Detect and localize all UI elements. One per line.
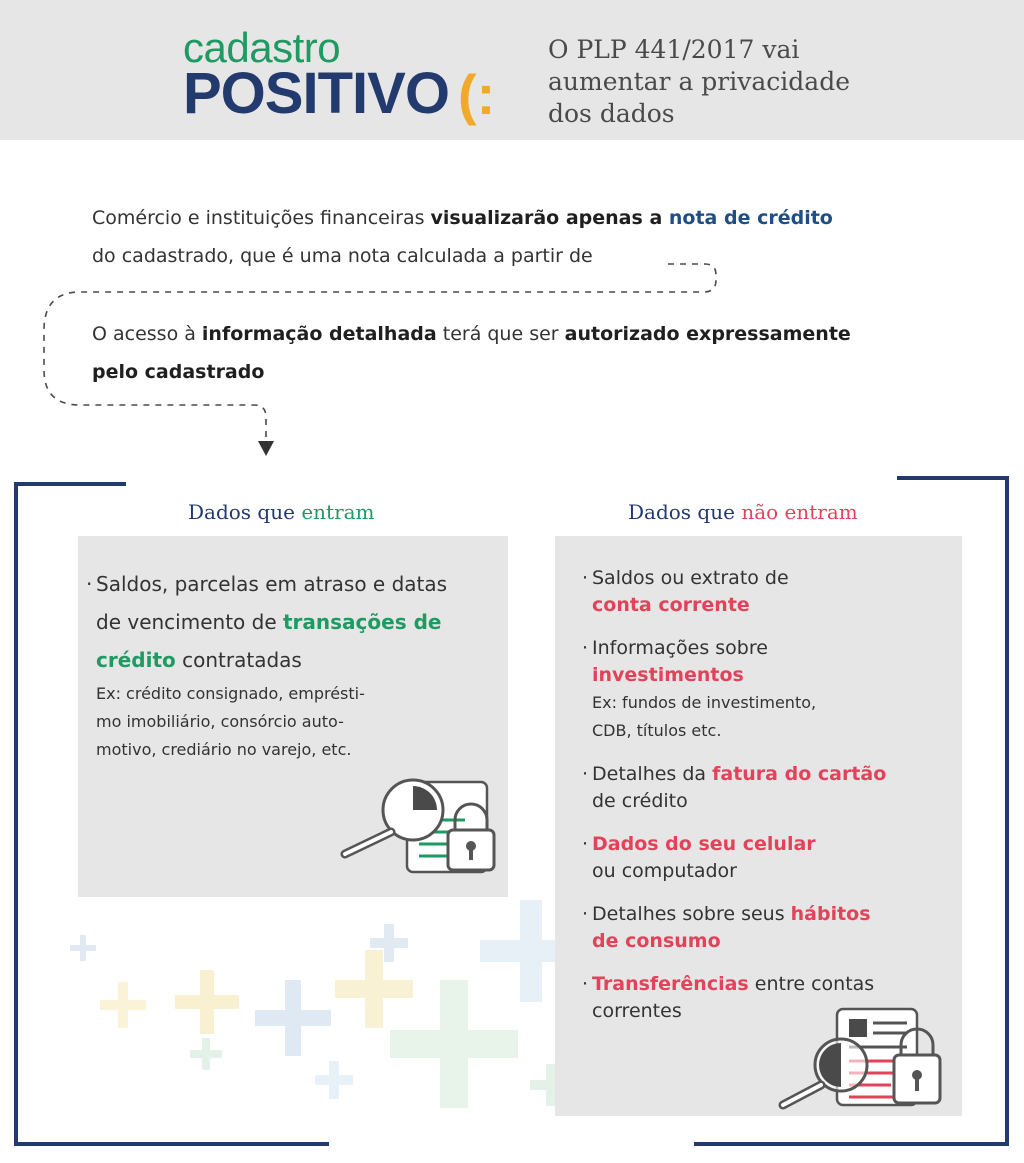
intro-text: terá que ser [436,323,565,345]
left-item-text: contratadas [175,648,302,672]
intro-text: O acesso à [92,323,202,345]
intro-line-4: pelo cadastrado [92,361,265,383]
right-column-title [628,500,858,524]
title-text: Dados que [188,500,302,524]
right-example-line: Ex: fundos de investimento, [592,693,817,712]
left-item [86,565,496,679]
nota-de-credito-highlight: nota de crédito [668,207,833,229]
example-line: Ex: crédito consignado, emprésti- [96,684,365,703]
frame-bottom-left [14,1142,329,1146]
left-item-line: Saldos, parcelas em atraso e datas [96,572,448,596]
right-item-2 [582,635,952,745]
logo-smile-icon: (: [458,63,496,126]
frame-top-left [14,482,126,486]
example-line: motivo, crediário no varejo, etc. [96,740,352,759]
magnifier-lock-document-icon [775,1005,945,1115]
intro-bold: a [649,207,669,229]
bullet: · [582,567,589,589]
right-item-text: Informações sobre [592,637,768,659]
logo-cadastro-text: cadastro [183,24,341,71]
left-item-highlight: crédito [96,648,176,672]
left-column-title [188,500,375,524]
intro-bold: visualizarão apenas [430,207,650,229]
right-item-highlight: de consumo [592,930,721,952]
bullet: · [582,903,589,925]
right-item-highlight: fatura do cartão [712,763,887,785]
right-item-text: ou computador [592,860,737,882]
right-item-text: correntes [592,1000,682,1022]
right-item-text: Detalhes sobre seus [592,903,791,925]
right-item-3 [582,761,952,815]
frame-bottom-right [694,1142,1009,1146]
example-line: mo imobiliário, consórcio auto- [96,712,344,731]
right-item-4 [582,831,952,885]
right-item-text: entre contas [748,973,875,995]
right-item-1 [582,565,952,619]
magnifier-lock-document-icon [335,770,505,880]
bullet: · [86,572,93,596]
right-example-line: CDB, títulos etc. [592,721,722,740]
right-item-highlight: Dados do seu celular [592,833,816,855]
right-item-highlight: conta corrente [592,594,750,616]
right-item-text: de crédito [592,790,688,812]
right-item-text: Saldos ou extrato de [592,567,789,589]
headline-line: aumentar a privacidade [548,67,850,96]
left-item-highlight: transações de [282,610,442,634]
bullet: · [582,637,589,659]
left-item-line [96,641,496,679]
right-item-5 [582,901,952,955]
headline-line: dos dados [548,99,675,128]
intro-line-2: do cadastrado, que é uma nota calculada a partir de [92,245,593,267]
right-item-highlight: Transferências [592,973,749,995]
bullet: · [582,833,589,855]
bullet: · [582,973,589,995]
headline-line: O PLP 441/2017 vai [548,35,800,64]
right-item-text: Detalhes da [592,763,713,785]
logo-positivo-text: POSITIVO [183,61,449,126]
dashed-connector-arrow [0,0,1024,470]
left-item-text: de vencimento de [96,610,283,634]
right-item-highlight: hábitos [790,903,871,925]
right-item-highlight: investimentos [592,664,744,686]
intro-bold: autorizado expressamente [564,323,851,345]
intro-bold: informação detalhada [201,323,437,345]
intro-text: Comércio e instituições financeiras [92,207,431,229]
left-item-line [96,603,496,641]
frame-left [14,482,18,1146]
frame-top-right [897,476,1009,480]
title-highlight: não entram [741,500,858,524]
left-example [96,680,436,764]
bullet: · [582,763,589,785]
title-text: Dados que [628,500,742,524]
frame-right [1005,476,1009,1146]
title-highlight: entram [301,500,375,524]
